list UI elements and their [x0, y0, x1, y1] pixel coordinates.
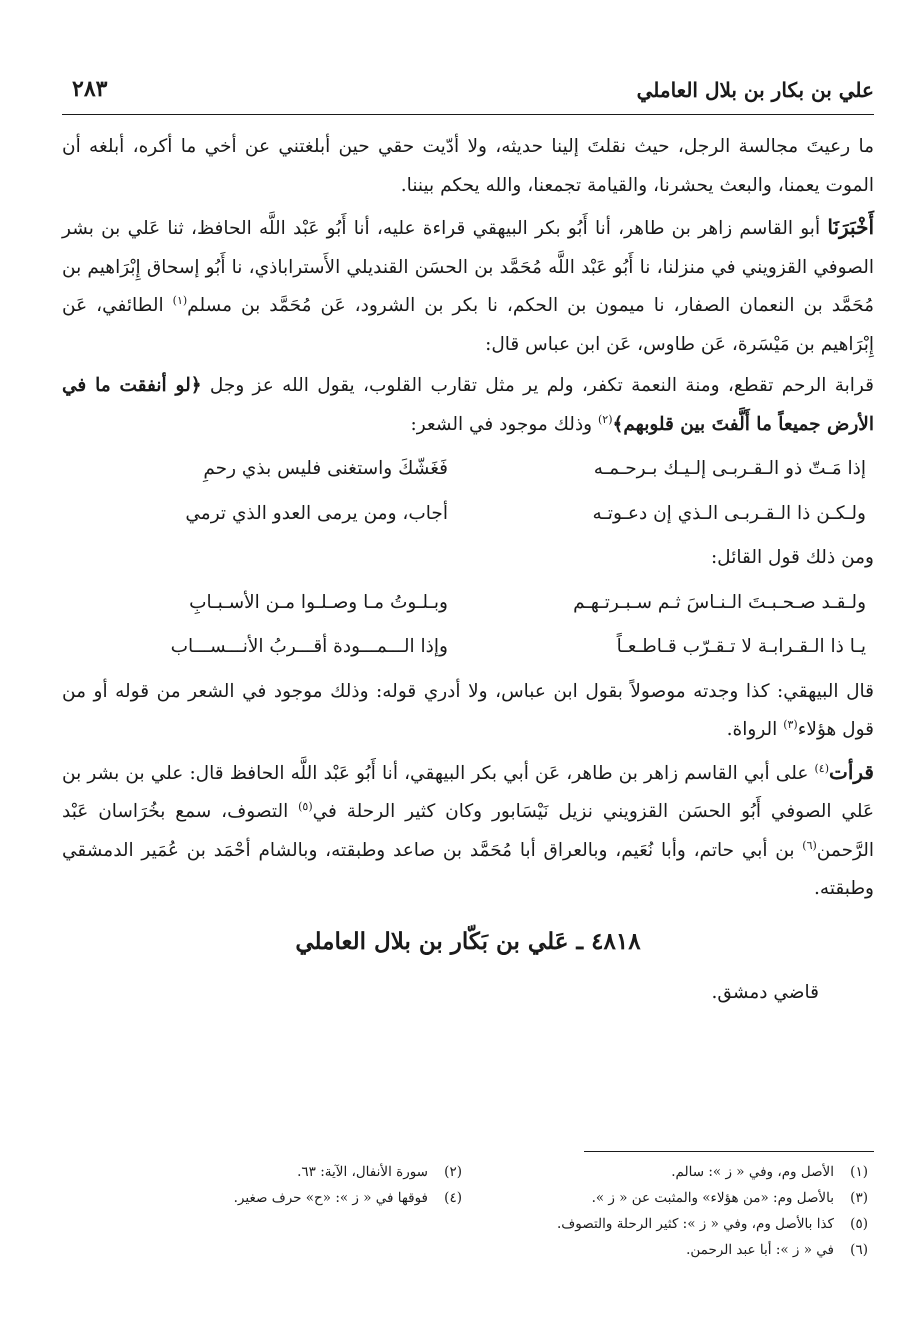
- biography-paragraph: [62, 753, 874, 909]
- paragraph-text: على أبي القاسم زاهر بن طاهر، عَن أبي بكر البيهقي، أنا أَبُو عَبْد اللَّه الحافظ قال: علي بن بشر بن عَلي الصوفي أَبُو الحسَن القزويني نزيل نَيْسَابور وكان كثير الرحلة في: [62, 762, 874, 822]
- footnote-rule: [584, 1151, 874, 1152]
- footnote-text: في « ز »: أبا عبد الرحمن.: [686, 1242, 834, 1258]
- footnotes: [62, 1159, 874, 1263]
- paragraph-text: وذلك موجود في الشعر:: [410, 413, 598, 435]
- verse-second-hemistich: أجاب، ومن يرمى العدو الذي ترمي: [185, 502, 448, 524]
- paragraph-text: أبو القاسم زاهر بن طاهر، أنا أَبُو بكر البيهقي قراءة عليه، أنا أَبُو عَبْد اللَّه الحافظ، ثنا عَلي بن بشر الصوفي القزويني في منزلنا، نا أَبُو عَبْد اللَّه مُحَمَّد بن الحسَن القنديلي الأَستراباذي، نا أَبُو إسحاق إِبْرَاهيم بن مُحَمَّد بن النعمان الصفار، نا ميمون بن الحكم، نا بكر بن الشرود، عَن مُحَمَّد بن مسلم: [62, 218, 874, 316]
- quran-verse: ﴿لو أنفقت ما في الأرض جميعاً ما أَلَّفتَ بين قلوبهم﴾: [62, 375, 874, 435]
- paragraph-text: التصوف، سمع بخُرَاسان عَبْد الرَّحمن: [62, 801, 874, 861]
- paragraph: ما رعيتَ مجالسة الرجل، حيث نقلتَ إلينا حديثه، ولا أدّيت حقي حين أبلغتني عن أخي ما أكره، أبلغه أن الموت يعمنا، والبعث يحشرنا، والقيامة تجمعنا، والله يحكم بيننا.: [62, 136, 874, 196]
- verse-first-hemistich: ولـقـد صـحـبـتَ الـنـاسَ ثـم سـبـرتـهـم: [573, 591, 866, 613]
- footnote: [62, 1185, 468, 1211]
- footnote-ref: (٢): [598, 412, 613, 426]
- paragraph: ومن ذلك قول القائل:: [710, 547, 874, 568]
- verse-first-hemistich: إذا مَـتّ ذو الـقـربـى إلـيـك بـرحـمـه: [593, 458, 866, 479]
- qaraat-keyword: قرأت: [829, 759, 874, 784]
- footnote-ref: (٥): [298, 799, 313, 813]
- paragraph-text: الطائفي، عَن إِبْرَاهيم بن مَيْسَرة، عَن طاوس، عَن ابن عباس قال:: [62, 295, 874, 355]
- footnote-number: (٤): [444, 1190, 462, 1206]
- verse-first-hemistich: ولـكـن ذا الـقـربـى الـذي إن دعـوتـه: [592, 502, 866, 524]
- footnote: [462, 1237, 874, 1263]
- footnote-text: الأصل وم، وفي « ز »: سالم.: [671, 1164, 834, 1180]
- book-page: [62, 58, 874, 1298]
- poem-verse: [62, 584, 874, 623]
- footnote-text: فوقها في « ز »: «ح» حرف صغير.: [233, 1190, 428, 1206]
- poem-verse: [62, 628, 874, 667]
- running-title: علي بن بكار بن بلال العاملي: [636, 78, 874, 102]
- footnote-number: (٣): [850, 1190, 868, 1206]
- footnote-ref: (٣): [783, 717, 798, 731]
- footnote-number: (٢): [444, 1164, 462, 1180]
- footnote: [468, 1185, 874, 1211]
- entry-subtitle: قاضي دمشق.: [711, 981, 819, 1003]
- footnote: [468, 1159, 874, 1185]
- akhbarana-keyword: أَخْبَرَنَا: [827, 215, 874, 239]
- footnote-text: بالأصل وم: «من هؤلاء» والمثبت عن « ز ».: [591, 1190, 834, 1206]
- paragraph-text: بن أبي حاتم، وأبا نُعَيم، وبالعراق أبا مُحَمَّد بن صاعد وطبقته، وبالشام أحْمَد بن عُمَير الدمشقي وطبقته.: [62, 839, 874, 899]
- entry-title: ٤٨١٨ ـ عَلي بن بَكّار بن بلال العاملي: [295, 927, 641, 955]
- footnote-row: [62, 1211, 874, 1237]
- verse-second-hemistich: فَغَشّكَ واستغنى فليس بذي رحمِ: [203, 458, 448, 479]
- footnote: [62, 1159, 468, 1185]
- paragraph-text: الرواة.: [726, 719, 784, 740]
- footnote-text: سورة الأنفال، الآية: ٦٣.: [297, 1164, 428, 1180]
- page-number: ٢٨٣: [72, 76, 108, 102]
- footnote-text: كذا بالأصل وم، وفي « ز »: كثير الرحلة والتصوف.: [556, 1216, 834, 1232]
- footnote-ref: (٤): [814, 761, 830, 775]
- paragraph-text: قرابة الرحم تقطع، ومنة النعمة تكفر، ولم ير مثل تقارب القلوب، يقول الله عز وجل: [201, 375, 874, 396]
- footnote-ref: (٦): [802, 838, 817, 852]
- header-rule: [62, 114, 874, 115]
- paragraph-text: قال البيهقي: كذا وجدته موصولاً بقول ابن عباس، ولا أدري قوله: وذلك موجود في الشعر من قوله أو من قول هؤلاء: [62, 680, 874, 740]
- main-text: [62, 128, 874, 1017]
- isnad-paragraph: [62, 208, 874, 364]
- footnote-number: (٦): [850, 1242, 868, 1258]
- poem-verse: [62, 450, 874, 489]
- verse-first-hemistich: يـا ذا الـقـرابـة لا تـقـرّب قـاطـعـاً: [616, 636, 866, 657]
- verse-second-hemistich: وإذا الـــمـــودة أقـــربُ الأنـــســـاب: [170, 636, 448, 657]
- commentary-paragraph: [62, 673, 874, 750]
- footnote-number: (١): [850, 1164, 868, 1180]
- hadith-paragraph: [62, 367, 874, 444]
- page-header: [62, 72, 874, 112]
- footnote: [462, 1211, 874, 1237]
- poem-verse: [62, 495, 874, 534]
- verse-second-hemistich: وبـلـوتُ مـا وصـلـوا مـن الأسـبـابِ: [189, 591, 448, 613]
- footnote-ref: (١): [172, 293, 188, 307]
- footnote-number: (٥): [850, 1216, 868, 1232]
- footnote-row: [62, 1185, 874, 1211]
- footnote-row: [62, 1237, 874, 1263]
- footnote-row: [62, 1159, 874, 1185]
